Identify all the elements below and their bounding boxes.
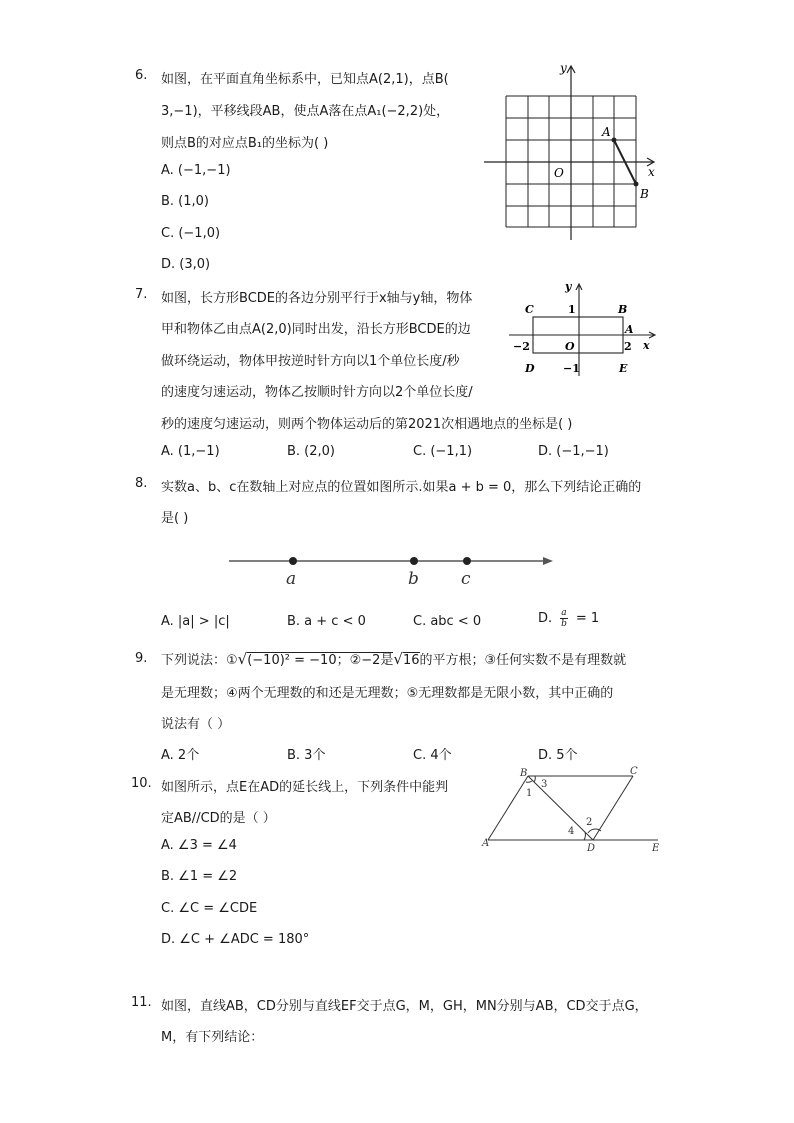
q10-line-bd [528, 776, 593, 840]
q8-label-a: a [286, 569, 297, 589]
q10-angle-4: 4 [568, 826, 575, 837]
q10-angle-2: 2 [586, 817, 593, 828]
q9-option-a: A. 2个 [161, 748, 200, 763]
q9-radical-sign-2: √ [393, 650, 403, 668]
q9-line-1-start: 下列说法：① [161, 653, 238, 668]
q10-number: 10. [131, 776, 152, 791]
q6-label-a: A [602, 125, 611, 139]
q6-y-label: y [560, 61, 567, 75]
q6-x-label: x [648, 165, 655, 179]
q7-line-4: 的速度匀速运动，物体乙按顺时针方向以2个单位长度/ [161, 385, 473, 400]
q7-rectangle-figure [505, 278, 663, 378]
q8-option-d-rest: = 1 [575, 611, 600, 626]
q10-angle-arc-1 [526, 781, 532, 782]
q11-line-1: 如图，直线AB，CD分别与直线EF交于点G，M，GH，MN分别与AB，CD交于点G， [161, 999, 648, 1014]
q6-option-c: C. (−1,0) [161, 226, 221, 241]
q8-number-line-arrow [543, 557, 553, 565]
q7-option-d: D. (−1,−1) [538, 444, 609, 459]
q8-point-c [463, 557, 471, 565]
q7-line-3: 做环绕运动，物体甲按逆时针方向以1个单位长度/秒 [161, 354, 460, 369]
q6-option-d: D. (3,0) [161, 257, 211, 272]
q10-line-cd [593, 776, 633, 840]
q10-option-b: B. ∠1 = ∠2 [161, 869, 238, 884]
q7-line-5: 秒的速度匀速运动，则两个物体运动后的第2021次相遇地点的坐标是( ) [161, 417, 573, 432]
q9-radicand: (−10)² = −10；②−2是 [247, 653, 394, 668]
q6-line-1: 如图，在平面直角坐标系中，已知点A(2,1)，点B( [161, 72, 449, 87]
q9-line-3: 说法有（ ） [161, 717, 231, 732]
q7-label-o: O [565, 340, 575, 353]
q9-line-1 [161, 649, 626, 668]
q7-line-1: 如图，长方形BCDE的各边分别平行于x轴与y轴，物体 [161, 291, 473, 306]
q7-tick-minus-1: −1 [563, 362, 580, 375]
q8-option-d-fraction [560, 608, 567, 629]
q7-label-d: D [525, 362, 535, 375]
q8-line-1: 实数a、b、c在数轴上对应点的位置如图所示.如果a + b = 0，那么下列结论正确的 [161, 480, 642, 495]
q7-x-label: x [643, 339, 650, 352]
q9-option-d: D. 5个 [538, 748, 578, 763]
q6-coordinate-grid-figure [480, 60, 660, 245]
q7-label-c: C [525, 303, 534, 316]
q7-label-e: E [619, 362, 628, 375]
q10-label-e: E [652, 843, 660, 854]
q8-option-c: C. abc < 0 [413, 614, 482, 629]
q9-number: 9. [135, 651, 148, 666]
q11-number: 11. [131, 995, 152, 1010]
q10-option-a: A. ∠3 = ∠4 [161, 838, 237, 853]
q7-option-c: C. (−1,1) [413, 444, 473, 459]
q9-option-c: C. 4个 [413, 748, 452, 763]
q8-point-b [410, 557, 418, 565]
q10-label-a: A [482, 838, 490, 849]
q7-number: 7. [135, 287, 148, 302]
q7-option-a: A. (1,−1) [161, 444, 220, 459]
q8-option-a: A. |a| > |c| [161, 614, 230, 629]
q10-angle-1: 1 [526, 788, 533, 799]
q10-option-c: C. ∠C = ∠CDE [161, 901, 258, 916]
q10-angle-arc-4 [584, 832, 585, 840]
q8-option-d-denominator: b [561, 619, 567, 629]
q9-radicand-2: 16 [402, 653, 420, 668]
q8-option-d-prefix: D. [538, 611, 553, 626]
q6-label-b: B [640, 187, 649, 201]
q8-label-c: c [461, 569, 471, 589]
q6-number: 6. [135, 68, 148, 83]
q8-point-a [289, 557, 297, 565]
q6-point-a [612, 138, 617, 143]
q6-option-b: B. (1,0) [161, 194, 210, 209]
q10-label-c: C [630, 766, 638, 777]
q6-option-a: A. (−1,−1) [161, 163, 231, 178]
q8-number-line-figure [225, 548, 560, 592]
q8-number: 8. [135, 476, 148, 491]
q10-line-2: 定AB//CD的是（ ） [161, 811, 276, 826]
q7-y-label: y [565, 280, 572, 293]
q10-parallelogram-figure [478, 762, 678, 854]
q7-tick-2: 2 [624, 340, 632, 353]
q8-option-d-numerator: a [561, 608, 567, 618]
q10-line-ab [488, 776, 528, 840]
q9-radical-sign: √ [237, 650, 248, 668]
q9-line-2: 是无理数；④两个无理数的和还是无理数；⑤无理数都是无限小数，其中正确的 [161, 686, 614, 701]
q11-line-2: M，有下列结论： [161, 1030, 264, 1045]
q7-line-2: 甲和物体乙由点A(2,0)同时出发，沿长方形BCDE的边 [161, 322, 471, 337]
q7-tick-1: 1 [568, 303, 576, 316]
q7-option-b: B. (2,0) [287, 444, 336, 459]
q7-tick-minus-2: −2 [513, 340, 530, 353]
q8-option-d [538, 608, 599, 634]
q6-origin-label: O [554, 166, 564, 180]
q9-option-b: B. 3个 [287, 748, 326, 763]
q7-label-b: B [618, 303, 628, 316]
q6-line-3: 则点B的对应点B₁的坐标为( ) [161, 136, 329, 151]
q7-label-a: A [625, 323, 634, 336]
q6-point-b [634, 182, 639, 187]
q10-label-b: B [520, 768, 528, 779]
q10-angle-3: 3 [541, 779, 548, 790]
q10-line-1: 如图所示，点E在AD的延长线上，下列条件中能判 [161, 780, 449, 795]
q10-angle-arc-3 [534, 776, 535, 782]
q8-line-2: 是( ) [161, 511, 189, 526]
q10-label-d: D [587, 843, 596, 854]
q8-option-b: B. a + c < 0 [287, 614, 366, 629]
q8-label-b: b [408, 569, 419, 589]
q10-option-d: D. ∠C + ∠ADC = 180° [161, 932, 310, 947]
q9-line-1-end: 的平方根；③任何实数不是有理数就 [419, 653, 627, 668]
q6-line-2: 3,−1)，平移线段AB，使点A落在点A₁(−2,2)处， [161, 104, 450, 119]
